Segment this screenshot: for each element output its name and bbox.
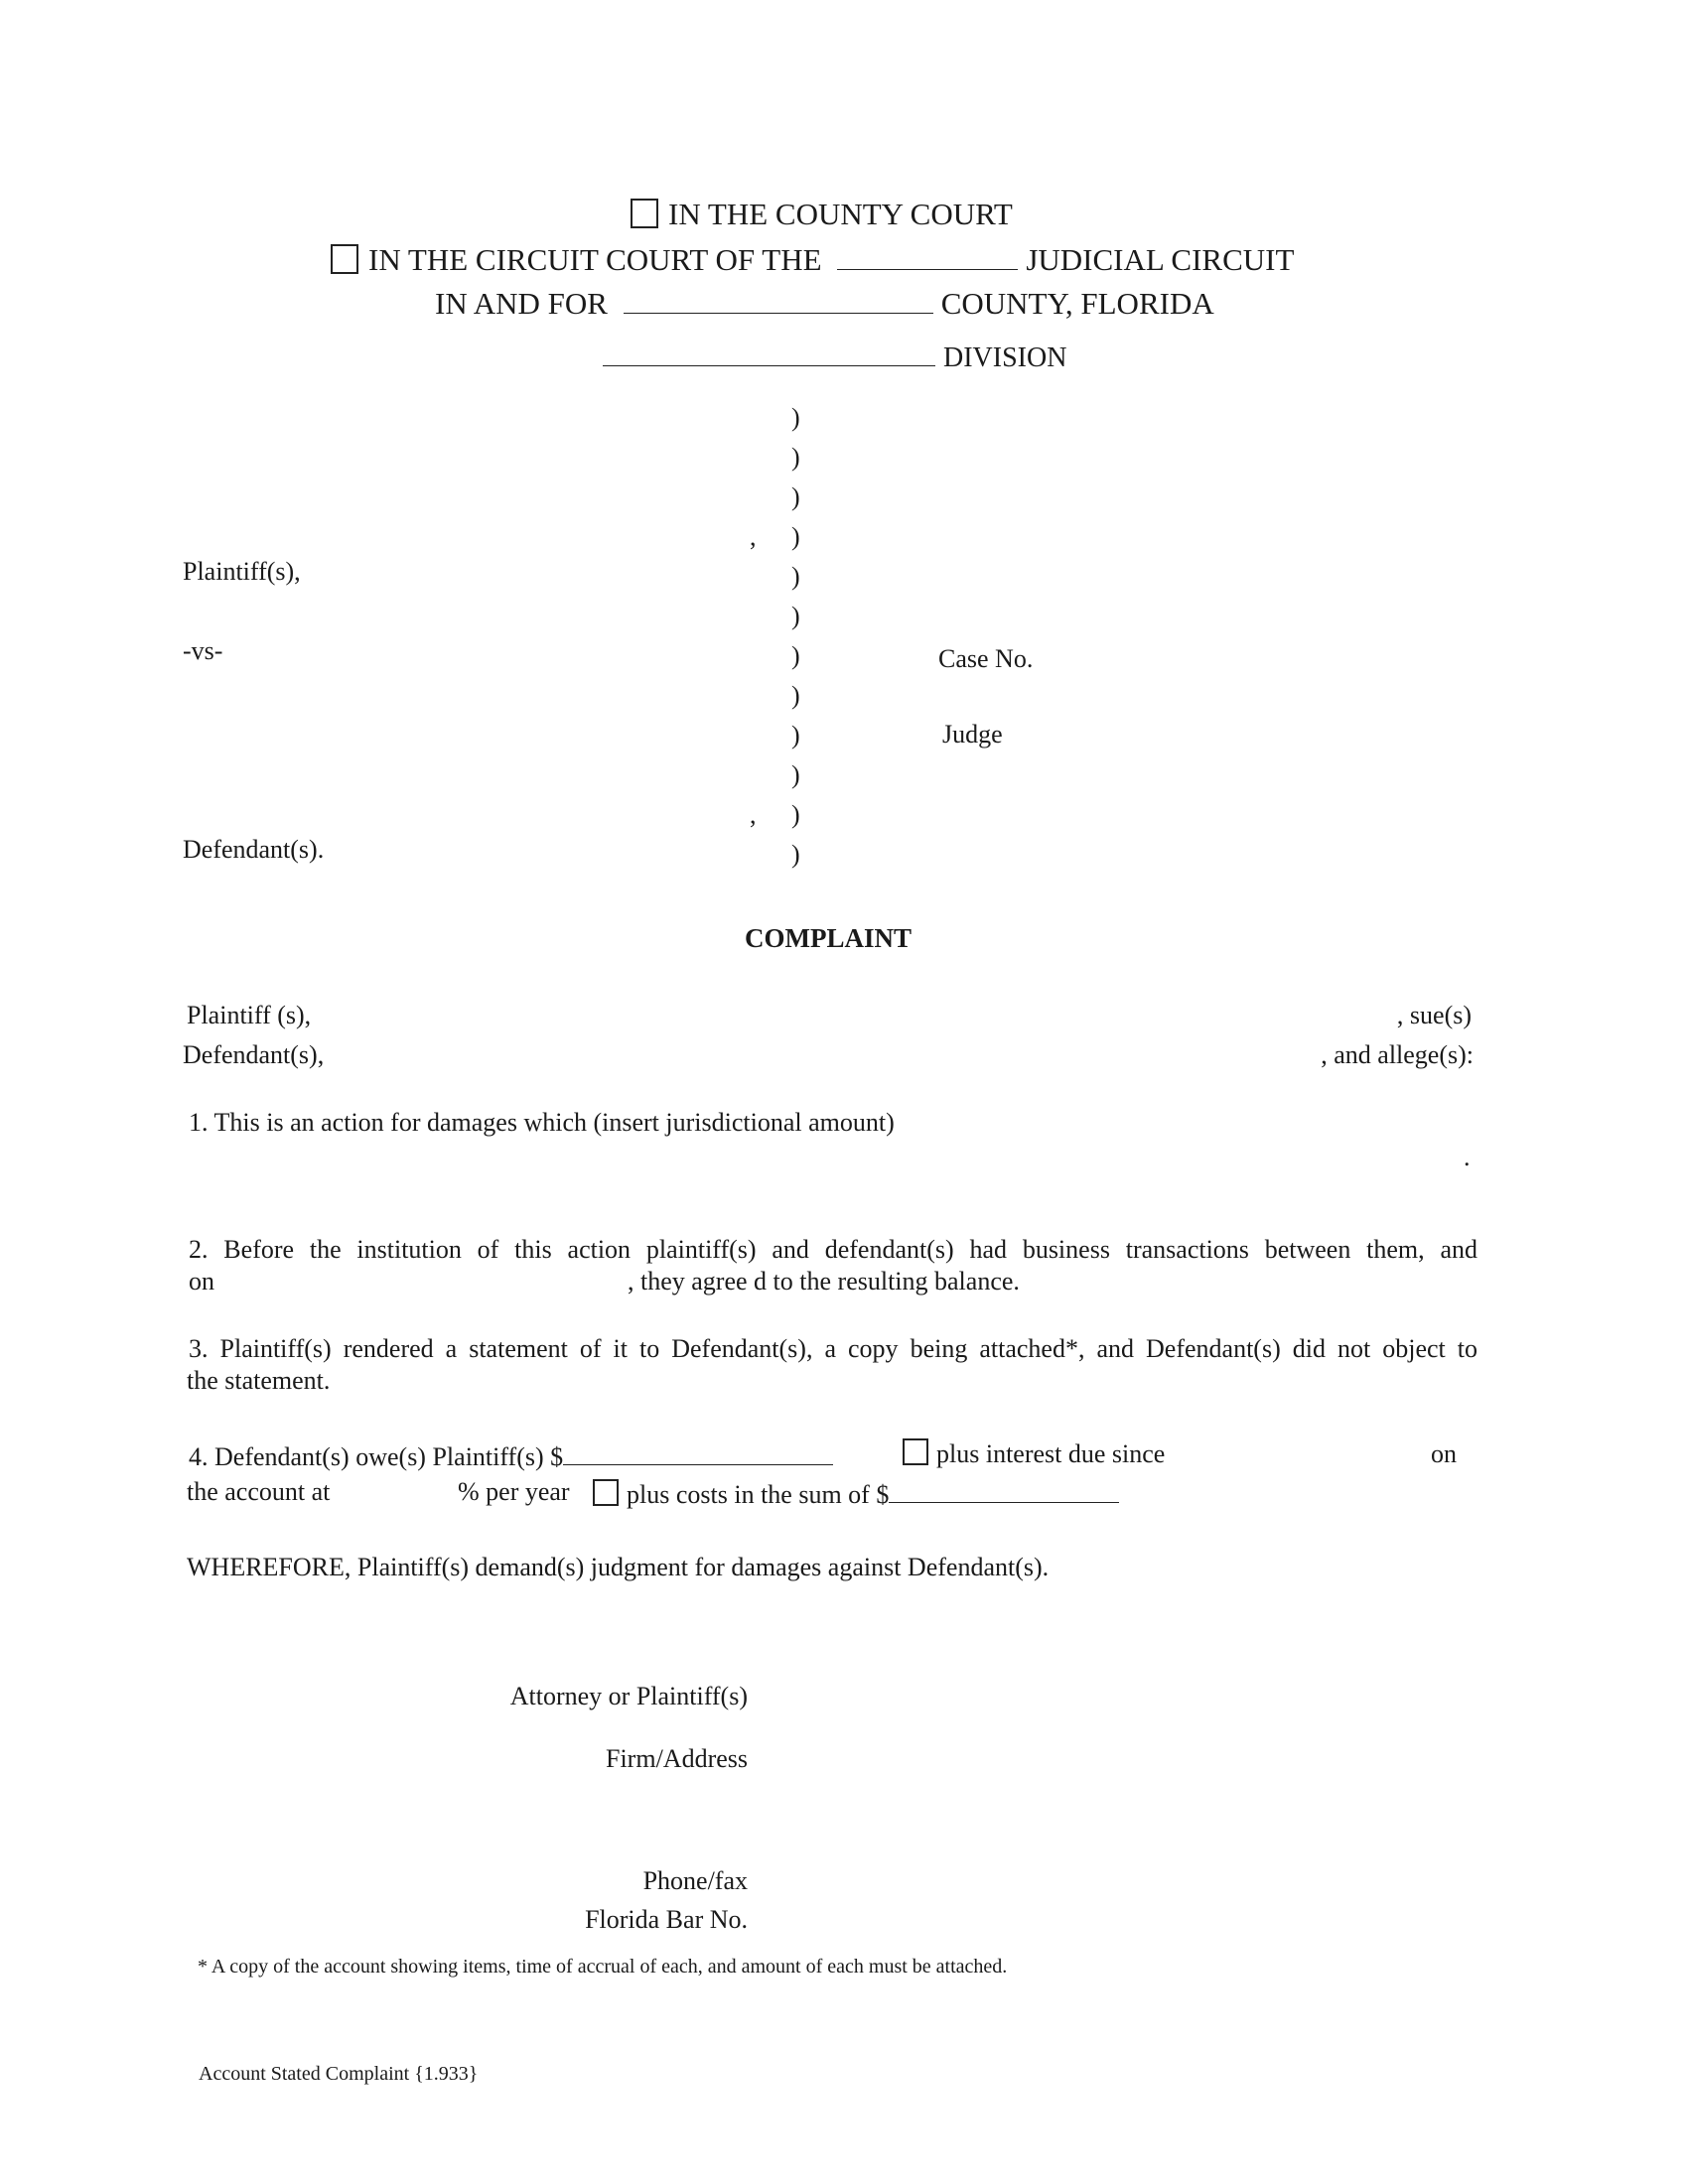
- intro-alleges: , and allege(s):: [1321, 1040, 1474, 1069]
- intro-plaintiff-label: Plaintiff (s),: [187, 1001, 312, 1029]
- caption-paren: ): [791, 602, 800, 630]
- plus-costs-checkbox[interactable]: [593, 1479, 619, 1506]
- caption-paren: ): [791, 403, 800, 432]
- caption-paren: ): [791, 443, 800, 472]
- caption-paren: ): [791, 721, 800, 750]
- defendants-label: Defendant(s).: [183, 835, 325, 864]
- county-court-label: IN THE COUNTY COURT: [668, 197, 1013, 231]
- circuit-court-line: [331, 239, 1294, 278]
- paragraph-1: 1. This is an action for damages which (insert jurisdictional amount): [189, 1108, 895, 1137]
- caption-paren: ): [791, 800, 800, 829]
- county-court-checkbox[interactable]: [631, 199, 658, 228]
- division-line: [603, 340, 1066, 375]
- plus-costs-option: [593, 1476, 1119, 1510]
- paragraph-1-period: .: [1464, 1143, 1471, 1171]
- paragraph-2-line-1: 2. Before the institution of this action plaintiff(s) and defendant(s) had business transactions between them, and: [189, 1235, 1477, 1264]
- account-at-label: the account at: [187, 1477, 331, 1506]
- costs-amount-field[interactable]: [889, 1476, 1119, 1503]
- county-court-line: [631, 196, 1013, 232]
- attachment-footnote: * A copy of the account showing items, time of accrual of each, and amount of each must be attached.: [198, 1956, 1008, 1978]
- per-year-label: % per year: [458, 1477, 570, 1506]
- phone-fax-label: Phone/fax: [642, 1866, 748, 1895]
- paragraph-2-rest: , they agree d to the resulting balance.: [628, 1267, 1020, 1296]
- plaintiff-name-comma: ,: [750, 522, 757, 551]
- judicial-circuit-field[interactable]: [837, 239, 1018, 270]
- firm-address-label: Firm/Address: [606, 1744, 748, 1773]
- intro-defendant-label: Defendant(s),: [183, 1040, 325, 1069]
- judge-label: Judge: [942, 720, 1003, 749]
- wherefore-clause: WHEREFORE, Plaintiff(s) demand(s) judgment for damages against Defendant(s).: [187, 1553, 1050, 1581]
- county-florida-label: COUNTY, FLORIDA: [940, 286, 1214, 321]
- intro-sues: , sue(s): [1396, 1001, 1472, 1029]
- case-no-label: Case No.: [938, 644, 1034, 673]
- plaintiffs-label: Plaintiff(s),: [183, 557, 301, 586]
- caption-paren: ): [791, 522, 800, 551]
- caption-paren: ): [791, 760, 800, 789]
- caption-paren: ): [791, 562, 800, 591]
- caption-paren: ): [791, 840, 800, 869]
- judicial-circuit-label: JUDICIAL CIRCUIT: [1026, 242, 1295, 277]
- florida-bar-label: Florida Bar No.: [585, 1905, 748, 1934]
- circuit-court-checkbox[interactable]: [331, 244, 358, 274]
- county-line: [435, 283, 1214, 322]
- caption-paren: ): [791, 681, 800, 710]
- paragraph-3-line-1: 3. Plaintiff(s) rendered a statement of it to Defendant(s), a copy being attached*, and Defendant(s) did not object to: [189, 1334, 1477, 1363]
- division-label: DIVISION: [943, 342, 1067, 373]
- attorney-label: Attorney or Plaintiff(s): [509, 1682, 748, 1710]
- plus-interest-option: [903, 1438, 1165, 1469]
- amount-owed-field[interactable]: [563, 1438, 833, 1465]
- interest-on-label: on: [1431, 1439, 1457, 1468]
- paragraph-2-on: on: [189, 1267, 214, 1296]
- circuit-court-label: IN THE CIRCUIT COURT OF THE: [368, 242, 822, 277]
- document-title: COMPLAINT: [745, 923, 912, 953]
- paragraph-4-line-1: [189, 1438, 833, 1472]
- county-name-field[interactable]: [624, 283, 933, 314]
- plus-costs-label: plus costs in the sum of $: [627, 1480, 890, 1509]
- plus-interest-label: plus interest due since: [936, 1439, 1166, 1468]
- form-identifier: Account Stated Complaint {1.933}: [199, 2063, 479, 2085]
- in-and-for-label: IN AND FOR: [435, 286, 608, 321]
- division-field[interactable]: [603, 340, 935, 366]
- owes-label: 4. Defendant(s) owe(s) Plaintiff(s) $: [189, 1442, 564, 1471]
- paragraph-3-line-2: the statement.: [187, 1366, 331, 1395]
- defendant-name-comma: ,: [750, 800, 757, 829]
- vs-label: -vs-: [183, 636, 223, 665]
- caption-paren: ): [791, 641, 800, 670]
- caption-paren: ): [791, 482, 800, 511]
- plus-interest-checkbox[interactable]: [903, 1438, 928, 1465]
